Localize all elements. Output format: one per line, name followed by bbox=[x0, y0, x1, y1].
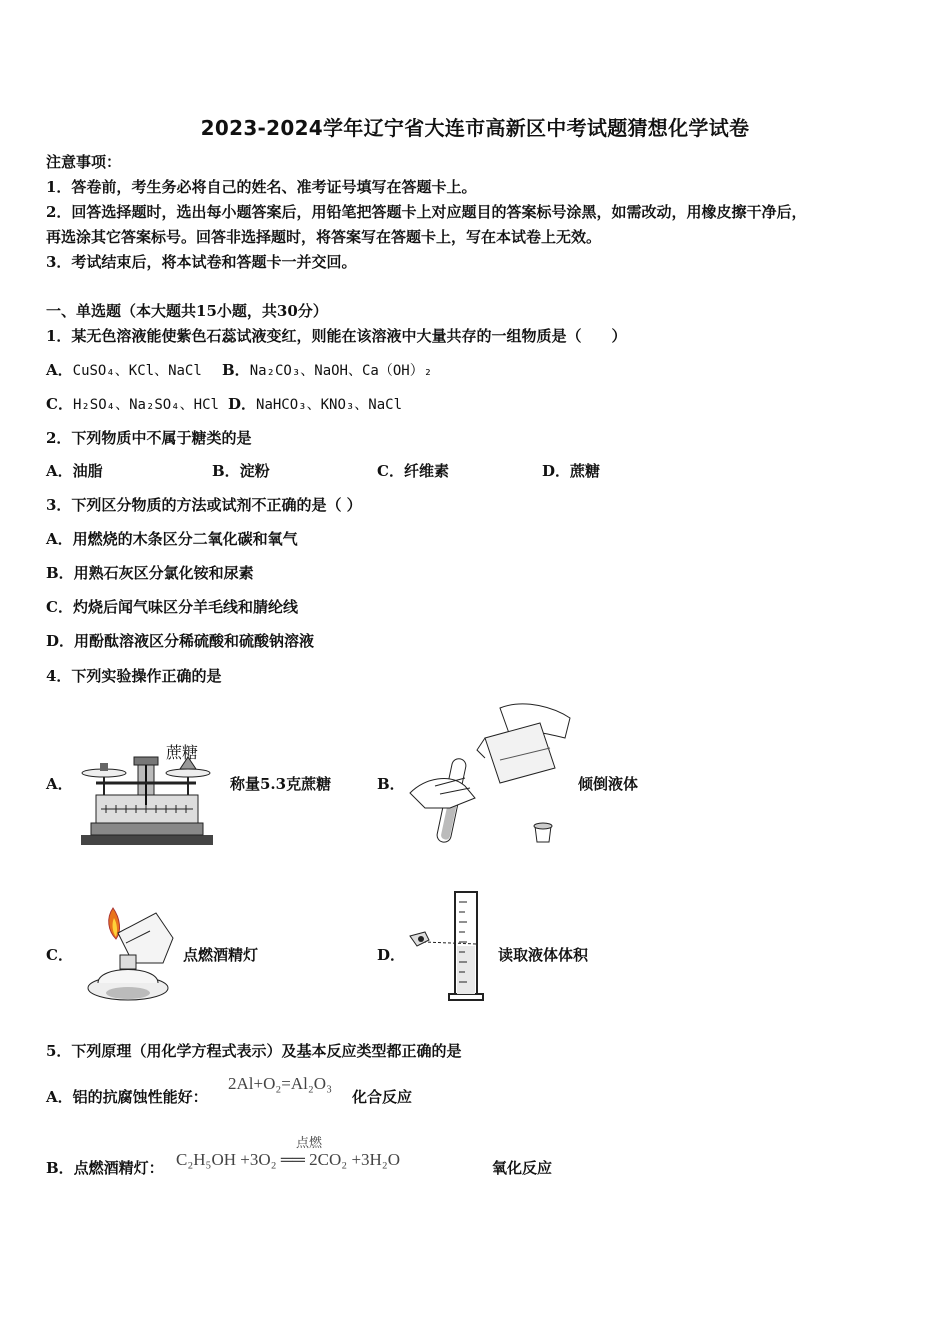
q4-option-c-label: C． bbox=[46, 946, 73, 964]
q1-option-d bbox=[228, 394, 402, 415]
q5-option-b-prefix: B．点燃酒精灯： bbox=[46, 1159, 164, 1177]
q5-option-b-condition: 点燃 bbox=[296, 1136, 323, 1151]
q1-option-a-label: A． bbox=[46, 361, 73, 379]
q3-option-a: A．用燃烧的木条区分二氧化碳和氧气 bbox=[46, 530, 298, 548]
q2-option-b: B．淀粉 bbox=[212, 462, 270, 480]
exam-title: 2023-2024学年辽宁省大连市高新区中考试题猜想化学试卷 bbox=[200, 116, 750, 140]
q2-option-a: A．油脂 bbox=[46, 462, 103, 480]
q2-option-c: C．纤维素 bbox=[377, 462, 449, 480]
balance-sugar-label: 蔗糖 bbox=[166, 743, 199, 762]
q2-stem: 2．下列物质中不属于糖类的是 bbox=[46, 429, 252, 447]
q3-option-c: C．灼烧后闻气味区分羊毛线和腈纶线 bbox=[46, 598, 298, 616]
q1-option-d-text: NaHCO₃、KNO₃、NaCl bbox=[256, 397, 403, 413]
q1-option-c-label: C． bbox=[46, 395, 73, 413]
q5-option-a-prefix: A．铝的抗腐蚀性能好： bbox=[46, 1088, 208, 1106]
q5-option-a-equation: 2Al+O₂=Al₂O₃ bbox=[228, 1074, 333, 1093]
notice-item-2: 2．回答选择题时，选出每小题答案后，用铅笔把答题卡上对应题目的答案标号涂黑，如需改动，用橡皮擦干净后， bbox=[46, 203, 807, 221]
q1-option-b-label: B． bbox=[222, 361, 250, 379]
notice-item-3: 3．考试结束后，将本试卷和答题卡一并交回。 bbox=[46, 253, 357, 271]
pouring-illustration bbox=[405, 698, 575, 853]
q1-option-a-text: CuSO₄、KCl、NaCl bbox=[72, 363, 202, 379]
q5-stem: 5．下列原理（用化学方程式表示）及基本反应类型都正确的是 bbox=[46, 1042, 462, 1060]
q4-stem: 4．下列实验操作正确的是 bbox=[46, 667, 222, 685]
section-heading: 一、单选题（本大题共15小题，共30分） bbox=[46, 302, 328, 320]
alcohol-lamp-illustration bbox=[78, 903, 178, 1005]
q3-stem: 3．下列区分物质的方法或试剂不正确的是（ ） bbox=[46, 496, 362, 514]
q3-option-d: D．用酚酞溶液区分稀硫酸和硫酸钠溶液 bbox=[46, 632, 315, 650]
q1-option-c-text: H₂SO₄、Na₂SO₄、HCl bbox=[72, 397, 219, 413]
q4-option-a-caption: 称量5.3克蔗糖 bbox=[230, 775, 332, 793]
q2-option-d: D．蔗糖 bbox=[542, 462, 601, 480]
q5-option-a-type: 化合反应 bbox=[352, 1088, 413, 1106]
notice-item-2-cont: 再选涂其它答案标号。回答非选择题时，将答案写在答题卡上，写在本试卷上无效。 bbox=[46, 228, 602, 246]
q1-option-b bbox=[222, 360, 432, 381]
q1-option-c bbox=[46, 394, 219, 415]
notice-item-1: 1．答卷前，考生务必将自己的姓名、准考证号填写在答题卡上。 bbox=[46, 178, 477, 196]
graduated-cylinder-illustration bbox=[405, 888, 495, 1006]
q1-stem: 1．某无色溶液能使紫色石蕊试液变红，则能在该溶液中大量共存的一组物质是（ ） bbox=[46, 327, 627, 345]
q4-option-b-caption: 倾倒液体 bbox=[578, 775, 639, 793]
q3-option-b: B．用熟石灰区分氯化铵和尿素 bbox=[46, 564, 254, 582]
q4-option-b-label: B． bbox=[377, 775, 405, 793]
q1-option-b-text: Na₂CO₃、NaOH、Ca（OH）₂ bbox=[249, 363, 433, 379]
q4-option-d-caption: 读取液体体积 bbox=[498, 946, 589, 964]
q4-option-d-label: D． bbox=[377, 946, 406, 964]
q1-option-d-label: D． bbox=[228, 395, 257, 413]
q5-option-b-type: 氧化反应 bbox=[492, 1159, 553, 1177]
q4-option-c-caption: 点燃酒精灯 bbox=[183, 946, 259, 964]
q4-option-a-label: A． bbox=[46, 775, 73, 793]
notice-heading: 注意事项： bbox=[46, 153, 122, 171]
q1-option-a bbox=[46, 360, 202, 381]
q5-option-b-equation: C₂H₅OH +3O₂ ══ 2CO₂ +3H₂O bbox=[176, 1150, 401, 1169]
